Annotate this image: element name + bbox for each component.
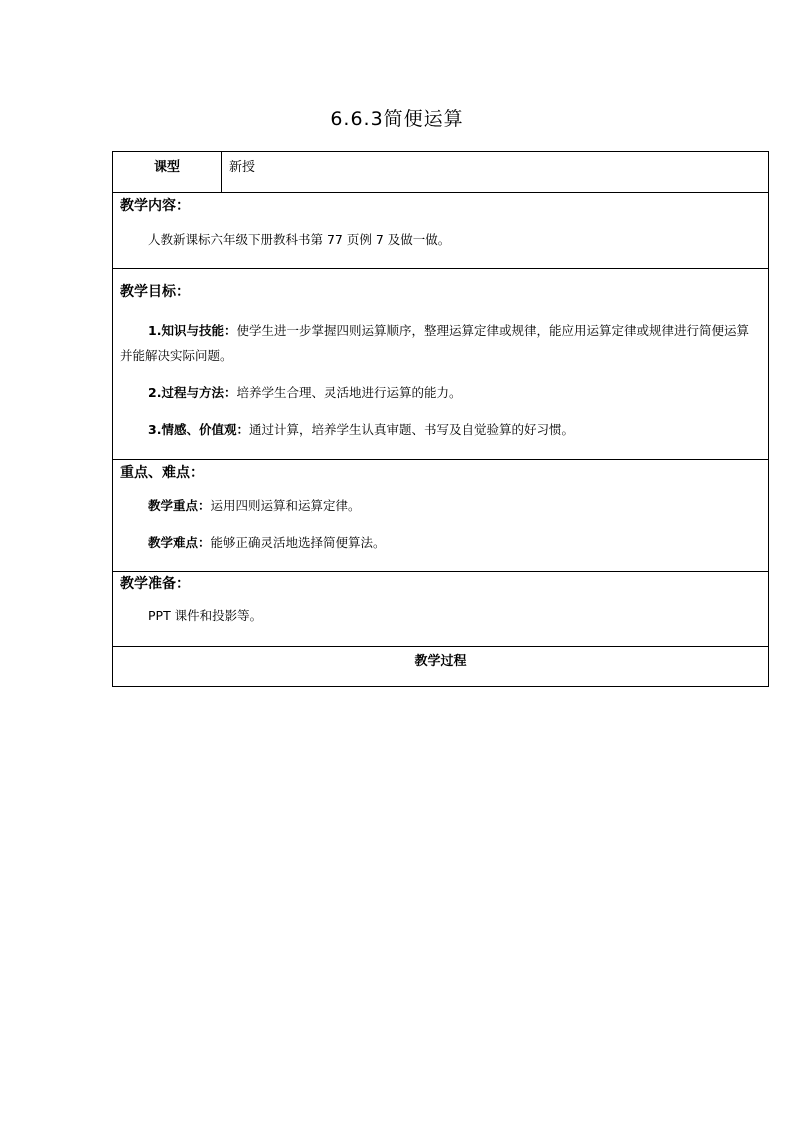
key-point-item-2-text: 能够正确灵活地选择简便算法。	[210, 535, 386, 550]
preparation-text: PPT 课件和投影等。	[148, 608, 263, 623]
objective-item-2-lead: 2.过程与方法：	[148, 385, 237, 400]
preparation-section	[113, 572, 769, 647]
objectives-row	[113, 269, 769, 460]
lesson-type-row	[113, 152, 769, 193]
objective-item-1-lead: 1.知识与技能：	[148, 323, 237, 338]
key-points-section	[113, 460, 769, 572]
page-title: 6.6.3简便运算	[330, 108, 464, 130]
content-text: 人教新课标六年级下册教科书第 77 页例 7 及做一做。	[148, 232, 451, 247]
key-point-item-2	[120, 530, 760, 555]
process-row	[113, 647, 769, 687]
content-section	[113, 193, 769, 269]
process-heading: 教学过程	[113, 647, 769, 687]
lesson-plan-table	[112, 151, 769, 687]
key-point-item-1-text: 运用四则运算和运算定律。	[210, 498, 361, 513]
preparation-heading: 教学准备：	[120, 576, 190, 592]
objective-item-1	[120, 318, 760, 368]
key-point-item-2-lead: 教学难点：	[148, 535, 211, 550]
preparation-row	[113, 572, 769, 647]
objective-item-3-text: 通过计算，培养学生认真审题、书写及自觉验算的好习惯。	[248, 422, 574, 437]
objective-item-3	[120, 417, 760, 442]
key-point-item-1-lead: 教学重点：	[148, 498, 211, 513]
content-heading: 教学内容：	[120, 198, 190, 214]
objective-item-3-lead: 3.情感、价值观：	[148, 422, 249, 437]
lesson-type-label: 课型	[113, 152, 222, 193]
key-point-item-1	[120, 493, 760, 518]
objective-item-2	[120, 380, 760, 405]
content-row	[113, 193, 769, 269]
key-points-heading: 重点、难点：	[120, 465, 204, 481]
objectives-section	[113, 269, 769, 460]
objective-item-1-text: 使学生进一步掌握四则运算顺序，整理运算定律或规律，能应用运算定律或规律进行简便运算并能解决实际问题。	[120, 323, 749, 363]
objectives-heading: 教学目标：	[120, 284, 190, 300]
lesson-type-value: 新授	[222, 152, 769, 193]
objective-item-2-text: 培养学生合理、灵活地进行运算的能力。	[236, 385, 462, 400]
key-points-row	[113, 460, 769, 572]
